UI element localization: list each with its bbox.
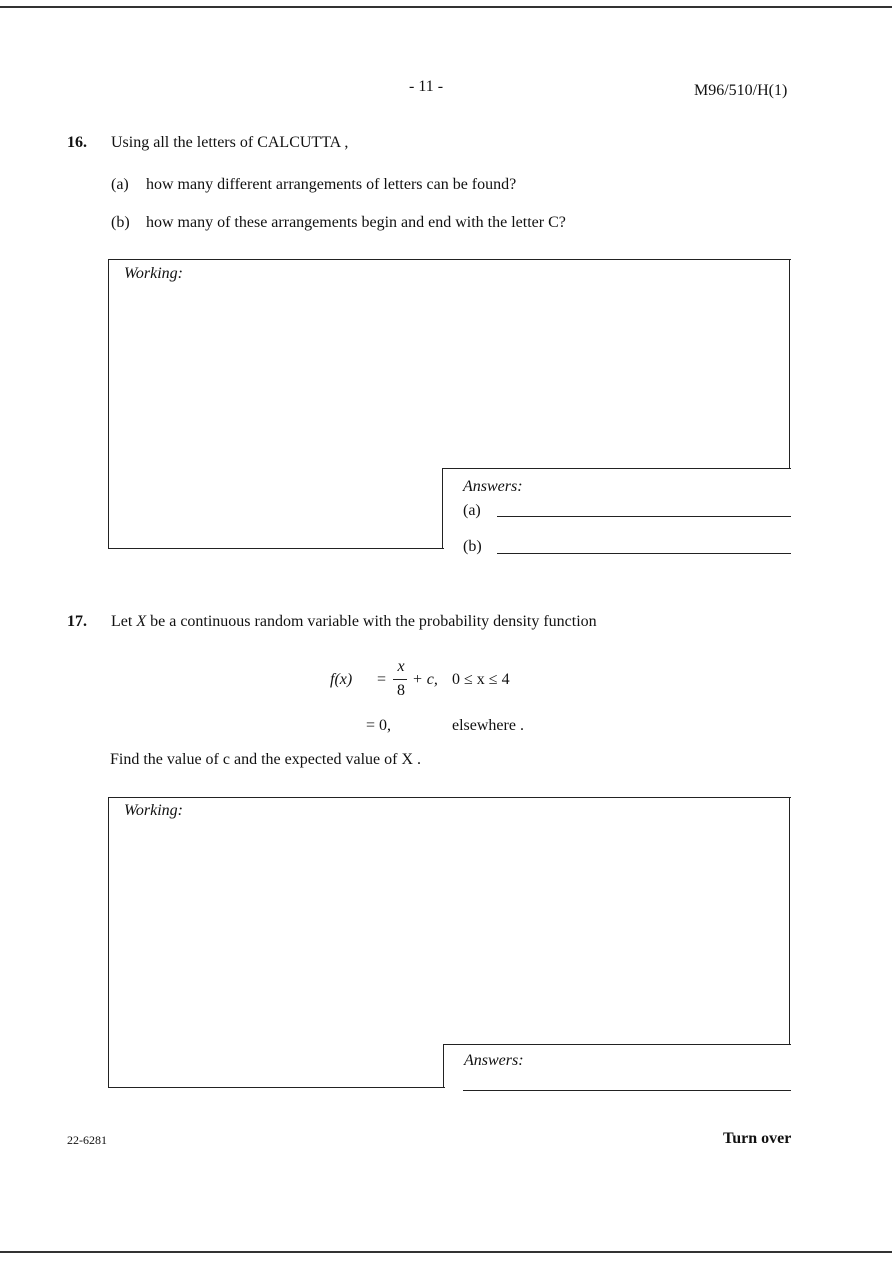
q16-answer-b-line[interactable] [497, 553, 791, 554]
question-17-text [111, 613, 597, 631]
q16-working-box[interactable] [108, 259, 791, 550]
eq-zero: = 0, [366, 717, 392, 734]
q16-answer-a-label: (a) [463, 502, 481, 519]
question-16-text: Using all the letters of CALCUTTA , [111, 134, 349, 151]
q17-find-text: Find the value of c and the expected value of X . [110, 751, 421, 768]
paper-code: M96/510/H(1) [694, 82, 788, 99]
eq-fraction-denominator: 8 [397, 682, 405, 699]
q16-part-b-label: (b) [111, 214, 130, 231]
eq-elsewhere: elsewhere . [452, 717, 524, 734]
bottom-border [0, 1251, 892, 1253]
q16-part-a-label: (a) [111, 176, 129, 193]
q16-answers-label: Answers: [463, 478, 523, 495]
q17-answer-line[interactable] [463, 1090, 791, 1091]
top-border [0, 6, 892, 8]
eq-fx: f(x) [330, 671, 353, 688]
turn-over: Turn over [723, 1130, 792, 1147]
q17-working-label: Working: [124, 802, 183, 819]
q17-answers-label: Answers: [464, 1052, 524, 1069]
q17-var-x: X [136, 613, 147, 630]
q16-answer-a-line[interactable] [497, 516, 791, 517]
eq-fraction-numerator: x [397, 658, 405, 675]
eq-plus-c: + c, [412, 671, 438, 688]
q16-part-b-text: how many of these arrangements begin and end with the letter C? [146, 214, 566, 231]
eq-equals: = [377, 671, 387, 688]
q16-answer-b-label: (b) [463, 538, 482, 555]
q17-text-before: Let [111, 613, 133, 630]
q17-working-box[interactable] [108, 797, 791, 1089]
question-17-number: 17. [67, 613, 87, 630]
q16-part-a-text: how many different arrangements of letters can be found? [146, 176, 517, 193]
q17-text-after: be a continuous random variable with the probability density function [150, 613, 597, 630]
q16-working-label: Working: [124, 265, 183, 282]
eq-range: 0 ≤ x ≤ 4 [452, 671, 510, 688]
question-16-number: 16. [67, 134, 87, 151]
eq-fraction-bar [393, 679, 407, 680]
page-number: - 11 - [409, 78, 444, 95]
footer-code: 22-6281 [67, 1133, 107, 1147]
